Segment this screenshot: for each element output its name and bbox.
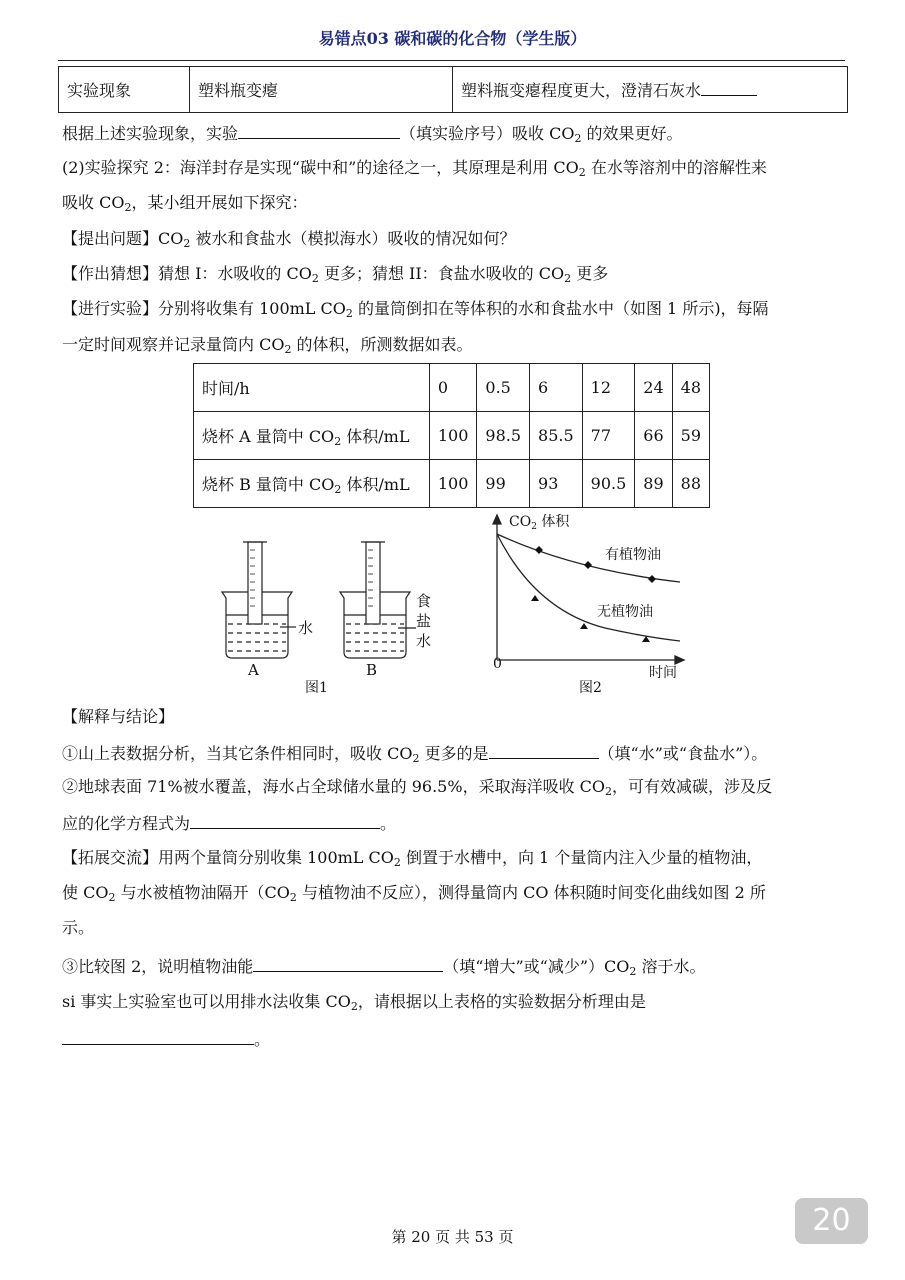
table-cell: 66: [635, 412, 672, 460]
label-a: A: [248, 661, 259, 679]
figure1-beakers: [210, 530, 450, 700]
beaker-b: [340, 542, 416, 658]
x-axis-label: 时间: [649, 665, 677, 681]
page-footer: 第 20 页 共 53 页: [391, 1228, 514, 1246]
label-water: 水: [298, 619, 314, 637]
text-line: si 事实上实验室也可以用排水法收集 $CO_2$，请根据以上表格的实验数据分析理由是: [62, 992, 646, 1013]
table-cell: 48: [672, 364, 709, 412]
table-cell: 12: [582, 364, 635, 412]
table-cell: 98.5: [477, 412, 530, 460]
table-cell: 100: [429, 460, 477, 508]
row-header: 时间/h: [194, 364, 430, 412]
figure1-caption: 图1: [305, 680, 328, 696]
table-row: [194, 364, 710, 412]
marker-no-oil: [580, 623, 588, 629]
table-row: [194, 460, 710, 508]
label-salt-water: 食: [416, 592, 432, 610]
page-title: 易错点03 碳和碳的化合物（学生版）: [318, 29, 587, 48]
answer-blank[interactable]: [238, 122, 400, 139]
page-number-badge: 20: [795, 1198, 868, 1244]
text-line: 根据上述实验现象，实验 （填实验序号）吸收 $CO_2$ 的效果更好。: [62, 124, 683, 145]
co2-data-table: [193, 363, 710, 508]
text-line: 【提出问题】$CO_2$ 被水和食盐水（模拟海水）吸收的情况如何？: [62, 229, 516, 250]
text-line: 应的化学方程式为 。: [62, 814, 397, 833]
answer-blank[interactable]: [701, 79, 757, 96]
text-line: 【解释与结论】: [62, 707, 175, 726]
text-line: 【拓展交流】用两个量筒分别收集 100mL $CO_2$ 倒置于水槽中，向 1 个量筒内注入少量的植物油，: [62, 848, 763, 869]
label-salt-water: 水: [416, 632, 432, 650]
text-line: ③比较图 2，说明植物油能 （填“增大”或“减少$”)CO_2$ 溶于水。: [62, 957, 706, 978]
text-line: 示。: [62, 918, 95, 937]
text-line: 吸收 $CO_2$，某小组开展如下探究：: [62, 193, 308, 214]
answer-blank[interactable]: [190, 812, 380, 829]
text-line: 。: [62, 1028, 270, 1050]
answer-blank[interactable]: [253, 955, 443, 972]
text-line: 【进行实验】分别将收集有 100mL $CO_2$ 的量筒倒扣在等体积的水和食盐水中（如图 1 所示)，每隔: [62, 299, 769, 320]
cell-exp1: 塑料瓶变瘪: [190, 67, 453, 113]
table-cell: 0.5: [477, 364, 530, 412]
label-no-oil: 无植物油: [597, 604, 653, 620]
marker-oil: [584, 561, 592, 569]
text-line: 【作出猜想】猜想 I：水吸收的 $CO_2$ 更多；猜想 II：食盐水吸收的 $CO_2$ 更多: [62, 264, 609, 285]
table-cell: 89: [635, 460, 672, 508]
text-line: (2)实验探究 2：海洋封存是实现“碳中和”的途径之一，其原理是利用 $CO_2$ 在水等溶剂中的溶解性来: [62, 158, 767, 179]
table-cell: 93: [530, 460, 583, 508]
row-header: 烧杯 B 量筒中 $CO_2$ 体积/mL: [194, 460, 430, 508]
table-cell: 24: [635, 364, 672, 412]
text-line: ①山上表数据分析，当其它条件相同时，吸收 $CO_2$ 更多的是 （填“水”或“食盐水”）。: [62, 744, 768, 765]
table-cell: 6: [530, 364, 583, 412]
label-oil: 有植物油: [605, 547, 661, 563]
table-cell: 99: [477, 460, 530, 508]
text-line: 使 $CO_2$ 与水被植物油隔开（$CO_2$ 与植物油不反应），测得量筒内 CO 体积随时间变化曲线如图 2 所: [62, 883, 766, 904]
cell-phenomenon: 实验现象: [59, 67, 190, 113]
marker-no-oil: [531, 595, 539, 601]
beaker-a: [222, 542, 296, 658]
table-row: [194, 412, 710, 460]
table-cell: 100: [429, 412, 477, 460]
figure2-caption: 图2: [579, 680, 602, 696]
label-b: B: [366, 661, 378, 679]
cell-exp2-text: 塑料瓶变瘪程度更大，澄清石灰水: [461, 81, 702, 100]
marker-oil: [535, 546, 543, 554]
table-cell: 77: [582, 412, 635, 460]
text-line: ②地球表面 71%被水覆盖，海水占全球储水量的 96.5%，采取海洋吸收 $CO_2$，可有效减碳，涉及反: [62, 777, 773, 798]
label-salt-water: 盐: [416, 612, 432, 630]
marker-oil: [648, 575, 656, 583]
table-cell: 59: [672, 412, 709, 460]
table-cell: 85.5: [530, 412, 583, 460]
answer-blank[interactable]: [489, 742, 599, 759]
experiment-result-table: [58, 66, 848, 113]
answer-blank[interactable]: [62, 1028, 254, 1045]
table-cell: 0: [429, 364, 477, 412]
figure2-curve: [485, 510, 695, 700]
table-cell: 90.5: [582, 460, 635, 508]
cell-exp2: [453, 67, 848, 113]
y-axis-label: $CO_2$ 体积: [509, 514, 570, 532]
table-cell: 88: [672, 460, 709, 508]
header-rule: [58, 60, 845, 61]
text-line: 一定时间观察并记录量筒内 $CO_2$ 的体积，所测数据如表。: [62, 335, 473, 356]
origin-label: 0: [493, 656, 502, 672]
row-header: 烧杯 A 量筒中 $CO_2$ 体积/mL: [194, 412, 430, 460]
